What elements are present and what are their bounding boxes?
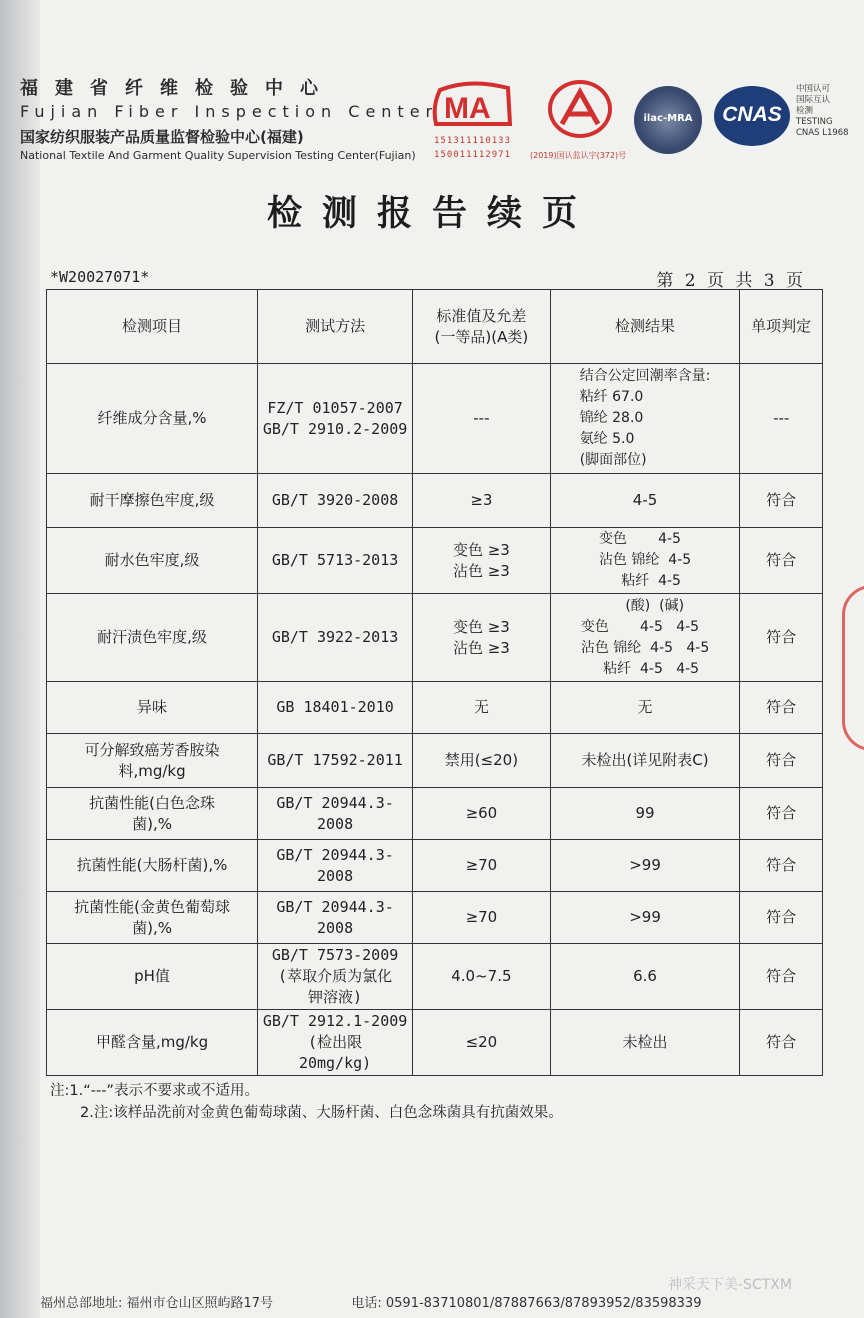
cell-method: GB/T 7573-2009 (萃取介质为氯化 钾溶液) <box>258 944 413 1010</box>
org-name-cn: 福建省纤维检验中心 <box>20 78 335 99</box>
cell-method: GB/T 20944.3- 2008 <box>258 892 413 944</box>
table-row <box>47 788 823 840</box>
cell-result <box>550 364 740 474</box>
table-row <box>47 840 823 892</box>
cell-method: GB/T 2912.1-2009 (检出限 20mg/kg) <box>258 1010 413 1076</box>
cell-standard: ≥3 <box>413 474 551 528</box>
cal-number: (2019)国认监认字(372)号 <box>530 151 627 160</box>
cell-item: 纤维成分含量,% <box>47 364 258 474</box>
cell-standard: 无 <box>413 682 551 734</box>
cell-judgement: 符合 <box>740 892 823 944</box>
cell-judgement: 符合 <box>740 474 823 528</box>
cma-logo-icon <box>430 80 516 132</box>
phone-label: 电话: <box>351 1296 382 1311</box>
cell-item: 耐干摩擦色牢度,级 <box>47 474 258 528</box>
cell-item: 甲醛含量,mg/kg <box>47 1010 258 1076</box>
cell-standard: 4.0~7.5 <box>413 944 551 1010</box>
table-row <box>47 682 823 734</box>
cell-judgement: 符合 <box>740 1010 823 1076</box>
cell-judgement: 符合 <box>740 840 823 892</box>
cma-number-2: 150011112971 <box>434 150 512 160</box>
table-body <box>47 364 823 1076</box>
cell-item: 抗菌性能(白色念珠 菌),% <box>47 788 258 840</box>
notes <box>50 1080 563 1124</box>
cnas-label: CNAS <box>722 103 782 126</box>
cell-method: GB 18401-2010 <box>258 682 413 734</box>
cell-result: 未检出 <box>550 1010 740 1076</box>
cell-item: 耐水色牢度,级 <box>47 528 258 594</box>
address: 福州市仓山区照屿路17号 <box>126 1296 274 1311</box>
cell-method: GB/T 20944.3- 2008 <box>258 788 413 840</box>
cell-item: 耐汗渍色牢度,级 <box>47 594 258 682</box>
cell-result: 4-5 <box>550 474 740 528</box>
cnas-side-line: 检测 <box>796 106 814 116</box>
cell-judgement: 符合 <box>740 734 823 788</box>
cell-method: FZ/T 01057-2007 GB/T 2910.2-2009 <box>258 364 413 474</box>
result-lines: 结合公定回潮率含量: 粘纤 67.0 锦纶 28.0 氨纶 5.0 (脚面部位) <box>579 368 711 468</box>
cnas-side-line: 国际互认 <box>796 95 831 105</box>
header-method: 测试方法 <box>258 290 413 364</box>
phone: 0591-83710801/87887663/87893952/83598339 <box>385 1296 702 1311</box>
cell-standard: ≤20 <box>413 1010 551 1076</box>
cma-number-1: 151311110133 <box>434 136 512 146</box>
cell-item: 异味 <box>47 682 258 734</box>
note-1: 注:1.“---”表示不要求或不适用。 <box>50 1083 259 1099</box>
header-standard: 标准值及允差 (一等品)(A类) <box>413 290 551 364</box>
result-lines: 变色 4-5 沾色 锦纶 4-5 粘纤 4-5 <box>598 531 692 589</box>
cell-judgement: 符合 <box>740 944 823 1010</box>
cnas-side-line: CNAS L1968 <box>796 128 849 138</box>
table-row <box>47 474 823 528</box>
ilac-label: ilac-MRA <box>643 113 693 124</box>
svg-text:MA: MA <box>444 92 491 125</box>
ilac-mra-logo-icon <box>634 86 702 154</box>
cell-standard: --- <box>413 364 551 474</box>
header-item: 检测项目 <box>47 290 258 364</box>
footer-contact <box>40 1292 701 1311</box>
inspection-results-table <box>46 289 823 1076</box>
cell-result: 无 <box>550 682 740 734</box>
cell-method: GB/T 5713-2013 <box>258 528 413 594</box>
cell-method: GB/T 20944.3- 2008 <box>258 840 413 892</box>
cell-result: >99 <box>550 840 740 892</box>
cell-judgement: 符合 <box>740 682 823 734</box>
cell-item: 可分解致癌芳香胺染 料,mg/kg <box>47 734 258 788</box>
cell-standard: ≥60 <box>413 788 551 840</box>
cell-judgement: 符合 <box>740 788 823 840</box>
watermark: 神采天下美-SCTXM <box>668 1277 792 1293</box>
address-label: 福州总部地址: <box>40 1296 123 1311</box>
table-row <box>47 594 823 682</box>
table-row <box>47 734 823 788</box>
result-lines: (酸) (碱) 变色 4-5 4-5 沾色 锦纶 4-5 4-5 粘纤 4-5 4-5 <box>580 597 710 677</box>
cell-result: 6.6 <box>550 944 740 1010</box>
cnas-logo-icon <box>714 86 790 146</box>
red-stamp-icon <box>842 585 864 751</box>
table-row <box>47 1010 823 1076</box>
cell-standard: 变色 ≥3 沾色 ≥3 <box>413 528 551 594</box>
cell-standard: 变色 ≥3 沾色 ≥3 <box>413 594 551 682</box>
page-title: 检测报告续页 <box>266 194 597 234</box>
center-name-en: National Textile And Garment Quality Supervision Testing Center(Fujian) <box>20 149 416 162</box>
header-result: 检测结果 <box>550 290 740 364</box>
cell-judgement: 符合 <box>740 594 823 682</box>
cnas-side-line: TESTING <box>796 117 833 127</box>
cnas-side-text <box>796 84 849 139</box>
cell-result: 未检出(详见附表C) <box>550 734 740 788</box>
note-2: 2.注:该样品洗前对金黄色葡萄球菌、大肠杆菌、白色念珠菌具有抗菌效果。 <box>80 1105 563 1121</box>
cell-standard: ≥70 <box>413 892 551 944</box>
cell-standard: ≥70 <box>413 840 551 892</box>
cal-logo-icon <box>548 80 612 138</box>
cell-judgement: 符合 <box>740 528 823 594</box>
cnas-side-line: 中国认可 <box>796 84 831 94</box>
cell-judgement: --- <box>740 364 823 474</box>
org-name-en: Fujian Fiber Inspection Center <box>20 102 439 121</box>
table-row <box>47 364 823 474</box>
cell-result <box>550 594 740 682</box>
cell-result: >99 <box>550 892 740 944</box>
cell-result: 99 <box>550 788 740 840</box>
cell-item: 抗菌性能(大肠杆菌),% <box>47 840 258 892</box>
cell-method: GB/T 3922-2013 <box>258 594 413 682</box>
report-number: *W20027071* <box>50 268 150 286</box>
cell-standard: 禁用(≤20) <box>413 734 551 788</box>
table-row <box>47 892 823 944</box>
cell-item: 抗菌性能(金黄色葡萄球 菌),% <box>47 892 258 944</box>
center-name-cn: 国家纺织服装产品质量监督检验中心(福建) <box>20 128 304 146</box>
cell-method: GB/T 17592-2011 <box>258 734 413 788</box>
cal-symbol-icon <box>552 84 608 134</box>
cell-item: pH值 <box>47 944 258 1010</box>
page-number: 第 2 页 共 3 页 <box>656 271 806 291</box>
cell-result <box>550 528 740 594</box>
cell-method: GB/T 3920-2008 <box>258 474 413 528</box>
table-row <box>47 944 823 1010</box>
table-row <box>47 528 823 594</box>
letterhead <box>20 74 439 162</box>
header-judgement: 单项判定 <box>740 290 823 364</box>
table-header-row <box>47 290 823 364</box>
